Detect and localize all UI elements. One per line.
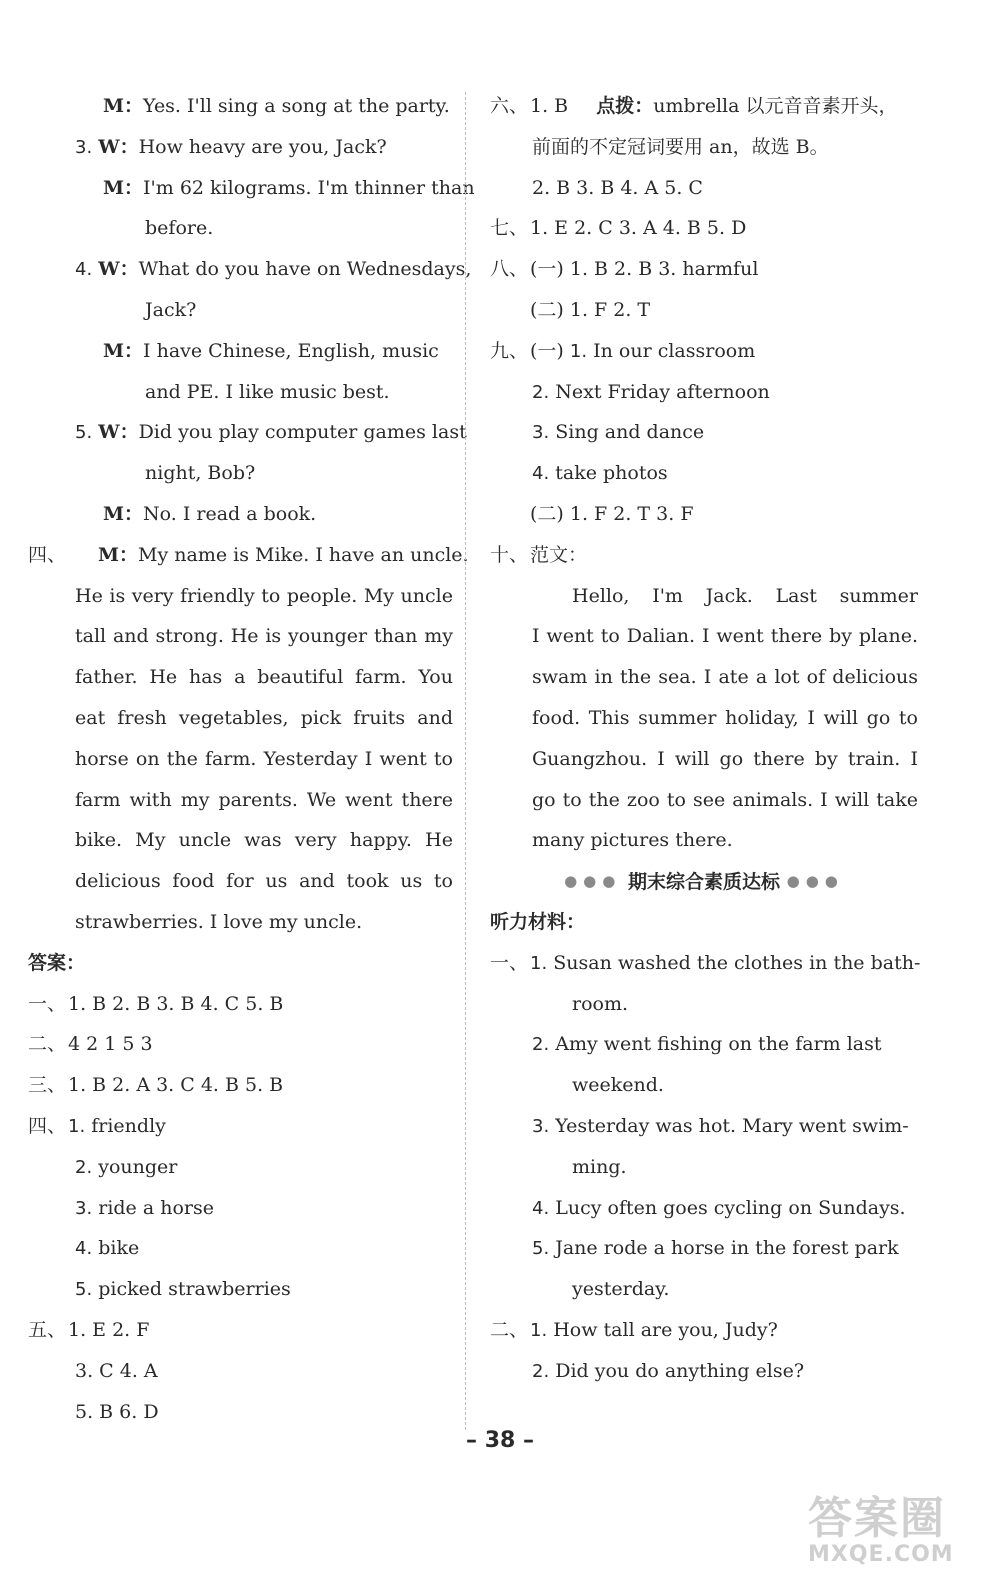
item-number: 5.	[75, 1279, 93, 1301]
passage-line: horse on the farm. Yesterday I went to	[75, 747, 453, 770]
dialogue-line	[28, 249, 472, 290]
section-label: 三、	[28, 1074, 67, 1097]
answer-line	[28, 1228, 453, 1269]
answer-text: friendly	[91, 1114, 166, 1137]
essay-line: I went to Dalian. I went there by plane.	[532, 625, 918, 648]
answer-line	[28, 1188, 453, 1229]
watermark-url: MXQE.COM	[808, 1542, 954, 1567]
answer-line	[490, 331, 918, 372]
answer-text: Sing and dance	[555, 421, 705, 444]
answer-line	[28, 984, 453, 1025]
essay-line: go to the zoo to see animals. I will take	[532, 788, 918, 811]
answer-line	[490, 168, 918, 209]
answer-line	[28, 1024, 453, 1065]
answer-line	[28, 1269, 453, 1310]
line-text: How tall are you, Judy?	[553, 1318, 778, 1341]
dialogue-line	[28, 127, 453, 168]
line-text: ming.	[572, 1155, 627, 1178]
subsection-label: (一)	[530, 339, 564, 362]
tip-text: 前面的不定冠词要用 an，故选 B。	[532, 135, 829, 158]
answer-line	[28, 1065, 453, 1106]
answer-line	[490, 86, 918, 127]
answer-text: 2. B 3. B 4. A 5. C	[532, 176, 703, 199]
section-label: 十、	[490, 543, 529, 566]
answer-line	[28, 1351, 453, 1392]
answer-line	[490, 208, 918, 249]
passage-line: He is very friendly to people. My uncle	[75, 584, 453, 607]
page-number: – 38 –	[466, 1428, 534, 1453]
answer-text: 1. F 2. T	[569, 298, 651, 321]
answer-line	[490, 453, 918, 494]
item-number: 5.	[532, 1238, 550, 1260]
answer-line	[28, 1310, 453, 1351]
listening-line	[490, 1269, 918, 1310]
listening-line	[490, 1024, 918, 1065]
item-number: 3.	[75, 136, 93, 158]
section-label: 二、	[490, 1318, 529, 1341]
listening-heading: 听力材料：	[490, 910, 586, 933]
passage-line: delicious food for us and took us to	[75, 870, 453, 893]
answer-line	[490, 494, 918, 535]
answer-text: 1. B 2. A 3. C 4. B 5. B	[68, 1074, 284, 1097]
section-label: 二、	[28, 1033, 67, 1056]
item-number: 4.	[532, 463, 550, 485]
decorative-dots-left: ●●●	[564, 872, 622, 891]
sample-essay-label: 范文：	[530, 543, 588, 566]
essay-line: food. This summer holiday, I will go to	[532, 706, 918, 729]
section-label: 九、	[490, 339, 529, 362]
line-text: Yes. I'll sing a song at the party.	[143, 95, 450, 117]
answer-line	[28, 1392, 453, 1433]
passage-line: strawberries. I love my uncle.	[75, 910, 363, 933]
answer-line	[490, 249, 918, 290]
listening-line	[490, 1147, 918, 1188]
watermark-logo	[808, 1482, 988, 1578]
answer-text: 1. B 2. B 3. B 4. C 5. B	[68, 992, 284, 1015]
section-label: 四、	[28, 543, 67, 566]
speaker-label: M：	[103, 339, 144, 362]
answer-text: Next Friday afternoon	[555, 380, 770, 403]
subsection-label: (一)	[530, 258, 564, 281]
item-number: 2.	[532, 381, 550, 403]
line-text: Susan washed the clothes in the bath-	[553, 951, 921, 974]
dialogue-line	[28, 453, 453, 494]
answer-text: 1. B 2. B 3. harmful	[569, 258, 759, 281]
dialogue-line	[28, 412, 467, 453]
answer-text: ride a horse	[98, 1196, 214, 1219]
item-number: 4.	[75, 1238, 93, 1260]
speaker-label: W：	[98, 421, 139, 444]
subsection-label: (二)	[530, 298, 564, 321]
answer-text: 1. E 2. C 3. A 4. B 5. D	[530, 217, 747, 240]
essay-line: Hello, I'm Jack. Last summer	[572, 584, 918, 607]
line-text: Jane rode a horse in the forest park	[555, 1237, 899, 1260]
answers-heading: 答案：	[28, 951, 86, 974]
item-number: 3.	[532, 422, 550, 444]
passage-line	[28, 535, 469, 576]
section-title-text: 期末综合素质达标	[627, 871, 780, 894]
line-text: and PE. I like music best.	[145, 380, 390, 403]
tip-label: 点拨：	[596, 95, 654, 117]
section-title	[490, 861, 918, 902]
listening-line	[490, 943, 921, 984]
line-text: I'm 62 kilograms. I'm thinner than	[143, 176, 475, 199]
passage-line: farm with my parents. We went there	[75, 788, 453, 811]
dialogue-line	[28, 168, 475, 209]
answer-text: 1. B	[530, 95, 569, 117]
listening-line	[490, 984, 918, 1025]
essay-line: many pictures there.	[532, 829, 733, 852]
section-label: 五、	[28, 1318, 67, 1341]
dialogue-line	[28, 290, 453, 331]
answer-text: 1. E 2. F	[68, 1318, 150, 1341]
answer-text: younger	[98, 1155, 178, 1178]
item-number: 4.	[532, 1197, 550, 1219]
listening-line	[490, 1228, 918, 1269]
essay-line: swam in the sea. I ate a lot of delicious	[532, 666, 918, 689]
essay-line: Guangzhou. I will go there by train. I	[532, 747, 918, 770]
line-text: My name is Mike. I have an uncle.	[138, 543, 469, 566]
line-text: before.	[145, 217, 214, 240]
item-number: 2.	[532, 1034, 550, 1056]
answer-line	[490, 412, 918, 453]
line-text: Jack?	[145, 298, 197, 321]
answer-text: 3. C 4. A	[75, 1359, 158, 1382]
answer-line	[490, 290, 918, 331]
section-label: 一、	[28, 992, 67, 1015]
line-text: Amy went fishing on the farm last	[555, 1033, 882, 1056]
dialogue-line	[28, 331, 453, 372]
section-label: 八、	[490, 258, 529, 281]
answer-line	[490, 535, 918, 576]
dialogue-line	[28, 372, 453, 413]
speaker-label: M：	[103, 176, 144, 199]
line-text: Did you do anything else?	[555, 1359, 805, 1382]
section-label: 四、	[28, 1114, 67, 1137]
line-text: No. I read a book.	[143, 502, 317, 525]
item-number: 2.	[75, 1156, 93, 1178]
passage-line: tall and strong. He is younger than my	[75, 625, 453, 648]
listening-line	[490, 1351, 918, 1392]
listening-line	[490, 1188, 918, 1229]
section-label: 一、	[490, 951, 529, 974]
line-text: What do you have on Wednesdays,	[138, 258, 472, 281]
answer-text: In our classroom	[593, 339, 756, 362]
listening-line	[490, 1310, 918, 1351]
item-number: 1.	[530, 952, 548, 974]
item-number: 3.	[75, 1197, 93, 1219]
item-number: 1.	[569, 340, 588, 362]
watermark-text: 答案圈	[808, 1493, 946, 1544]
item-number: 4.	[75, 259, 93, 281]
speaker-label: M：	[103, 95, 144, 117]
dialogue-line	[28, 86, 453, 127]
item-number: 5.	[75, 422, 93, 444]
left-column	[28, 86, 475, 1432]
listening-line	[490, 1065, 918, 1106]
dialogue-line	[28, 494, 453, 535]
answer-line	[28, 1147, 453, 1188]
line-text: yesterday.	[572, 1278, 670, 1301]
answer-line	[490, 372, 918, 413]
line-text: Yesterday was hot. Mary went swim-	[555, 1114, 909, 1137]
answer-text: bike	[98, 1237, 140, 1260]
line-text: night, Bob?	[145, 462, 256, 485]
line-text: weekend.	[572, 1074, 664, 1097]
section-label: 六、	[490, 95, 529, 117]
line-text: Lucy often goes cycling on Sundays.	[555, 1196, 906, 1219]
answer-text: take photos	[555, 462, 668, 485]
line-text: Did you play computer games last	[138, 421, 467, 444]
tip-text: umbrella 以元音音素开头，	[653, 95, 898, 117]
dialogue-line	[28, 208, 453, 249]
section-label: 七、	[490, 217, 529, 240]
passage-line: bike. My uncle was very happy. He	[75, 829, 453, 852]
answer-text: 1. F 2. T 3. F	[569, 502, 694, 525]
subsection-label: (二)	[530, 502, 564, 525]
column-divider	[465, 92, 466, 1430]
speaker-label: M：	[103, 502, 144, 525]
listening-line	[490, 1106, 918, 1147]
item-number: 3.	[532, 1115, 550, 1137]
speaker-label: W：	[98, 258, 139, 281]
answer-line	[28, 1106, 453, 1147]
answer-text: 5. B 6. D	[75, 1400, 159, 1423]
decorative-dots-right: ●●●	[786, 872, 844, 891]
line-text: How heavy are you, Jack?	[138, 135, 387, 158]
answer-text: 4 2 1 5 3	[68, 1033, 153, 1056]
item-number: 1.	[68, 1115, 86, 1137]
answer-line	[490, 127, 918, 168]
item-number: 2.	[532, 1360, 550, 1382]
passage-line: father. He has a beautiful farm. You	[75, 666, 453, 689]
right-column	[490, 86, 921, 1392]
line-text: I have Chinese, English, music	[143, 339, 439, 362]
passage-line: eat fresh vegetables, pick fruits and	[75, 706, 453, 729]
speaker-label: M：	[98, 543, 139, 566]
answer-text: picked strawberries	[98, 1278, 291, 1301]
speaker-label: W：	[98, 135, 139, 158]
item-number: 1.	[530, 1319, 548, 1341]
line-text: room.	[572, 992, 629, 1015]
